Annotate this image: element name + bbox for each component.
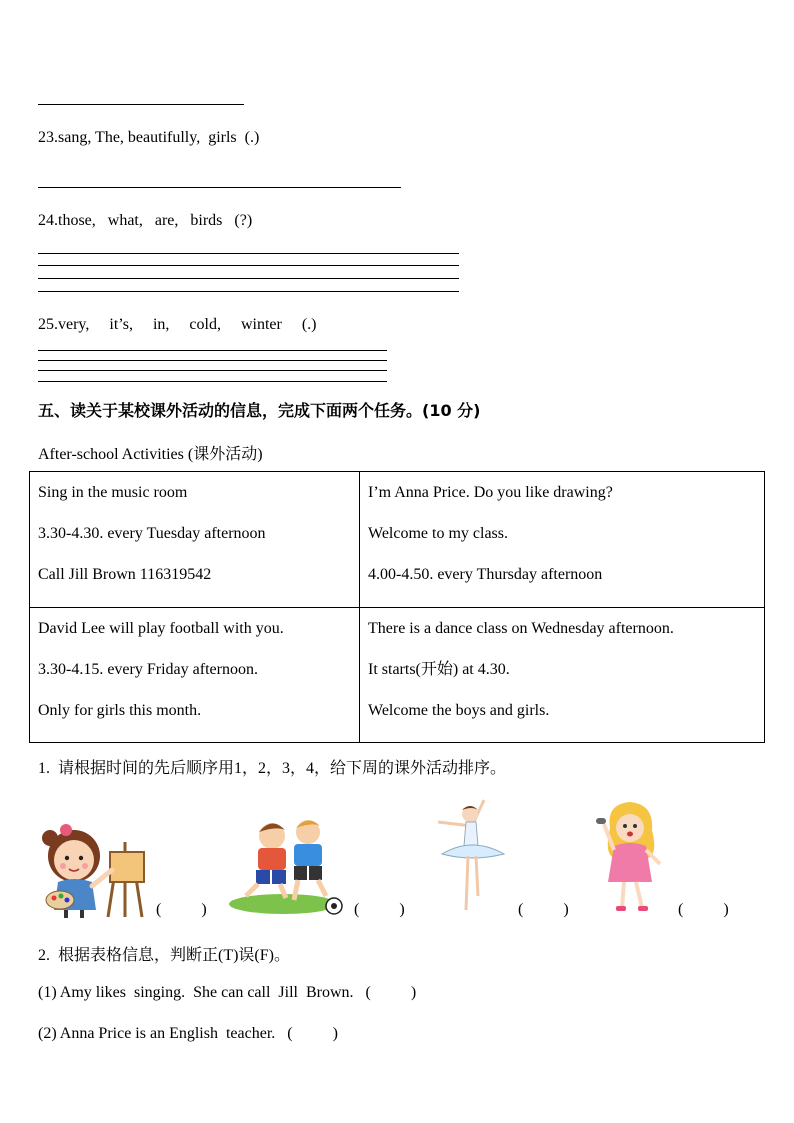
cell-line: I’m Anna Price. Do you like drawing? xyxy=(368,484,613,501)
cell-line: Welcome to my class. xyxy=(368,525,509,542)
cell-line: Welcome the boys and girls. xyxy=(368,702,550,719)
cell-line: Sing in the music room xyxy=(38,484,188,501)
answer-line[interactable] xyxy=(38,253,459,254)
table-cell-singing xyxy=(30,472,360,608)
football-boys-icon xyxy=(228,816,348,916)
cell-line: 3.30-4.15. every Friday afternoon. xyxy=(38,661,258,678)
singing-girl-icon xyxy=(592,798,672,916)
judgement-item-2[interactable]: (2) Anna Price is an English teacher. ( ) xyxy=(38,1025,338,1042)
question-24: 24.those, what, are, birds (?) xyxy=(38,212,253,229)
cell-line: Call Jill Brown 116319542 xyxy=(38,566,212,583)
answer-parenthesis[interactable]: ( ) xyxy=(518,901,569,918)
answer-parenthesis[interactable]: ( ) xyxy=(354,901,405,918)
question-25: 25.very, it’s, in, cold, winter (.) xyxy=(38,316,317,333)
answer-line[interactable] xyxy=(38,278,459,279)
cell-line: It starts(开始) at 4.30. xyxy=(368,661,510,678)
ballet-dancer-icon xyxy=(432,796,512,914)
table-title: After-school Activities (课外活动) xyxy=(38,446,263,463)
answer-line[interactable] xyxy=(38,350,387,351)
answer-line[interactable] xyxy=(38,360,387,361)
answer-parenthesis[interactable]: ( ) xyxy=(156,901,207,918)
section-heading: 五、读关于某校课外活动的信息，完成下面两个任务。(10 分) xyxy=(38,401,481,420)
answer-line[interactable] xyxy=(38,291,459,292)
answer-line[interactable] xyxy=(38,370,387,371)
table-cell-drawing xyxy=(360,472,765,608)
cell-line: Only for girls this month. xyxy=(38,702,202,719)
answer-line[interactable] xyxy=(38,104,244,105)
drawing-girl-icon xyxy=(36,822,156,922)
cell-line: David Lee will play football with you. xyxy=(38,620,284,637)
answer-line[interactable] xyxy=(38,381,387,382)
answer-parenthesis[interactable]: ( ) xyxy=(678,901,729,918)
task1-instruction: 1. 请根据时间的先后顺序用1，2，3，4，给下周的课外活动排序。 xyxy=(38,760,507,777)
answer-line[interactable] xyxy=(38,187,401,188)
task2-instruction: 2. 根据表格信息，判断正(T)误(F)。 xyxy=(38,947,290,964)
activities-table xyxy=(29,471,765,743)
question-23: 23.sang, The, beautifully, girls (.) xyxy=(38,129,260,146)
table-cell-dance xyxy=(360,608,765,743)
cell-line: There is a dance class on Wednesday afternoon. xyxy=(368,620,674,637)
answer-line[interactable] xyxy=(38,265,459,266)
cell-line: 4.00-4.50. every Thursday afternoon xyxy=(368,566,603,583)
cell-line: 3.30-4.30. every Tuesday afternoon xyxy=(38,525,266,542)
table-cell-football xyxy=(30,608,360,743)
judgement-item-1[interactable]: (1) Amy likes singing. She can call Jill Brown. ( ) xyxy=(38,984,417,1001)
